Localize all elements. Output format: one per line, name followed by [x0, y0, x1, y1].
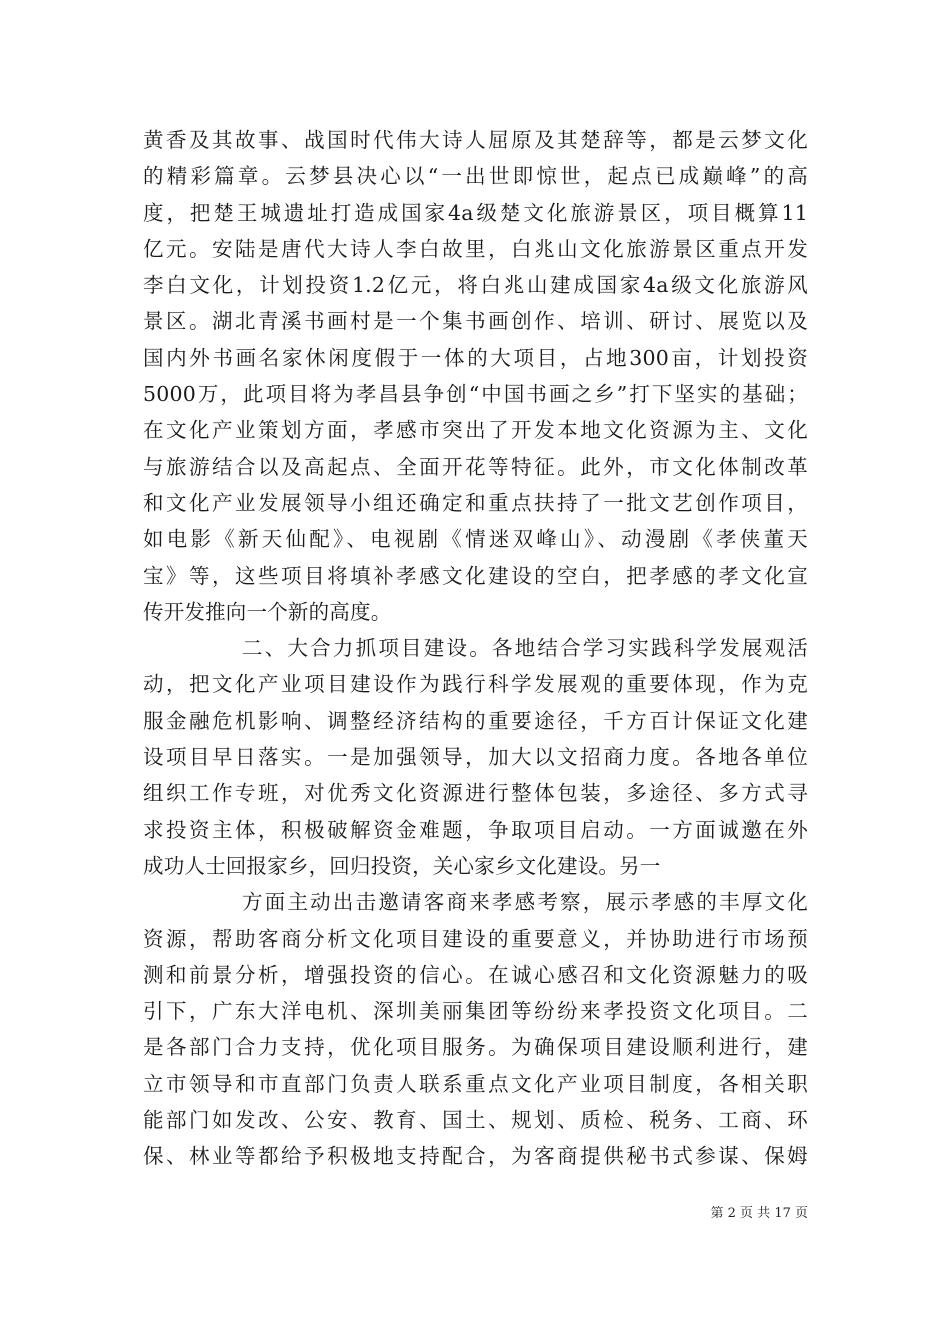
text-line: 度，把楚王城遗址打造成国家4a级楚文化旅游景区，项目概算11 [143, 200, 808, 225]
text-line: 5000万，此项目将为孝昌县争创“中国书画之乡”打下坚实的基础； [143, 382, 808, 407]
text-line: 成功人士回报家乡，回归投资，关心家乡文化建设。另一 [143, 853, 661, 878]
text-line: 与旅游结合以及高起点、全面开花等特征。此外，市文化体制改革 [143, 454, 808, 479]
page-number: 第 2 页 共 17 页 [710, 1206, 808, 1221]
text-line: 是各部门合力支持，优化项目服务。为确保项目建设顺利进行，建 [143, 1035, 808, 1060]
text-line: 测和前景分析，增强投资的信心。在诚心感召和文化资源魅力的吸 [143, 962, 808, 987]
text-line: 李白文化，计划投资1.2亿元，将白兆山建成国家4a级文化旅游风 [143, 273, 808, 298]
text-line: 景区。湖北青溪书画村是一个集书画创作、培训、研讨、展览以及 [143, 309, 808, 334]
text-line: 动，把文化产业项目建设作为践行科学发展观的重要体现，作为克 [143, 672, 808, 697]
text-line: 的精彩篇章。云梦县决心以“一出世即惊世，起点已成巅峰”的高 [143, 164, 808, 189]
text-line: 资源，帮助客商分析文化项目建设的重要意义，并协助进行市场预 [143, 926, 808, 951]
text-line: 引下，广东大洋电机、深圳美丽集团等纷纷来孝投资文化项目。二 [143, 999, 808, 1024]
text-line: 方面主动出击邀请客商来孝感考察，展示孝感的丰厚文化 [242, 890, 808, 915]
text-line: 亿元。安陆是唐代大诗人李白故里，白兆山文化旅游景区重点开发 [143, 236, 808, 261]
text-line: 求投资主体，积极破解资金难题，争取项目启动。一方面诚邀在外 [143, 817, 808, 842]
text-line: 在文化产业策划方面，孝感市突出了开发本地文化资源为主、文化 [143, 418, 808, 443]
text-line: 设项目早日落实。一是加强领导，加大以文招商力度。各地各单位 [143, 745, 808, 770]
text-line: 保、林业等都给予积极地支持配合，为客商提供秘书式参谋、保姆 [143, 1144, 808, 1169]
text-line: 组织工作专班，对优秀文化资源进行整体包装，多途径、多方式寻 [143, 781, 808, 806]
text-line: 服金融危机影响、调整经济结构的重要途径，千方百计保证文化建 [143, 708, 808, 733]
section-heading-line: 二、大合力抓项目建设。各地结合学习实践科学发展观活 [242, 636, 808, 661]
text-line: 国内外书画名家休闲度假于一体的大项目，占地300亩，计划投资 [143, 345, 808, 370]
text-line: 能部门如发改、公安、教育、国土、规划、质检、税务、工商、环 [143, 1108, 808, 1133]
text-line: 宝》等，这些项目将填补孝感文化建设的空白，把孝感的孝文化宣 [143, 563, 808, 588]
text-line: 如电影《新天仙配》、电视剧《情迷双峰山》、动漫剧《孝侠董天 [143, 527, 808, 552]
text-line: 传开发推向一个新的高度。 [143, 599, 392, 624]
text-line: 立市领导和市直部门负责人联系重点文化产业项目制度，各相关职 [143, 1071, 808, 1096]
body-text [143, 122, 808, 1175]
text-line: 和文化产业发展领导小组还确定和重点扶持了一批文艺创作项目， [143, 490, 808, 515]
text-line: 黄香及其故事、战国时代伟大诗人屈原及其楚辞等，都是云梦文化 [143, 128, 808, 152]
